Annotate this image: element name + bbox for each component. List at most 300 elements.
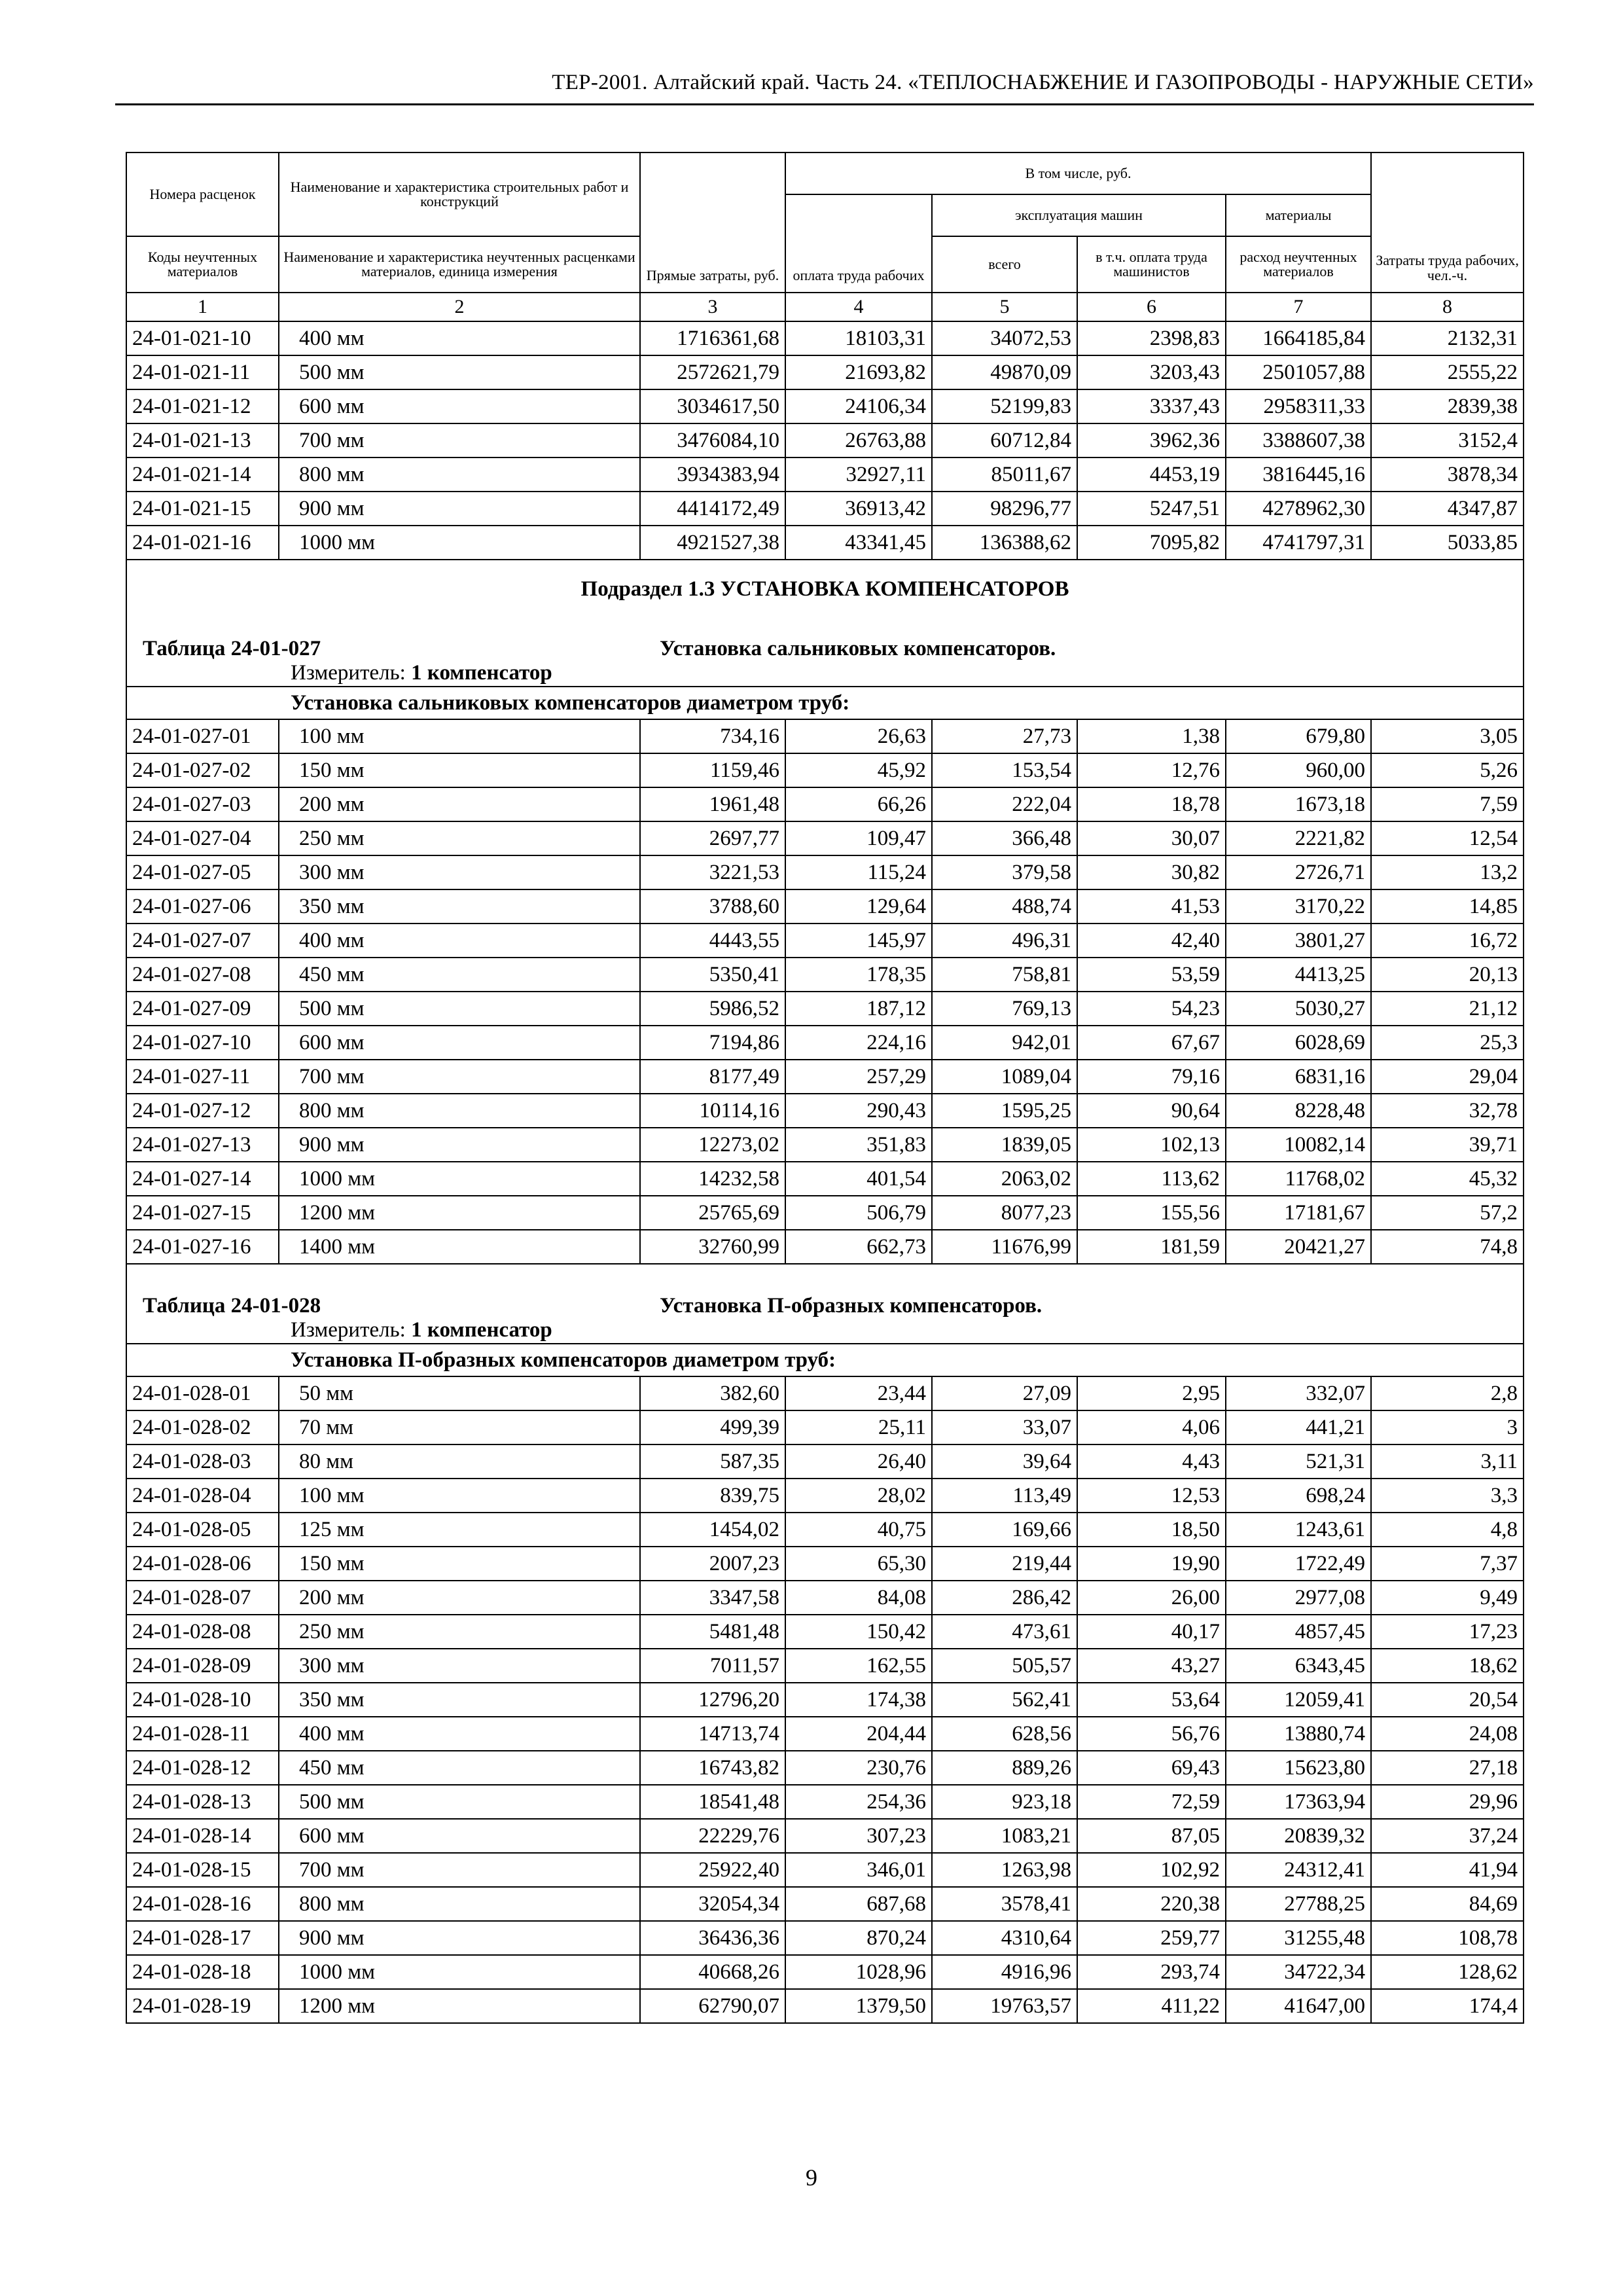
direct-cost-cell: 382,60 (640, 1376, 785, 1410)
direct-cost-cell: 16743,82 (640, 1751, 785, 1785)
wages-cell: 346,01 (785, 1853, 932, 1887)
wages-cell: 506,79 (785, 1196, 932, 1230)
direct-cost-cell: 3476084,10 (640, 423, 785, 457)
rate-name-cell: 900 мм (279, 492, 640, 526)
materials-cell: 6028,69 (1226, 1026, 1371, 1060)
table-row (126, 1887, 1524, 1921)
wages-cell: 115,24 (785, 855, 932, 889)
table-row (126, 753, 1524, 787)
table-row (126, 1196, 1524, 1230)
rate-code-cell: 24-01-027-03 (126, 787, 279, 821)
wages-cell: 145,97 (785, 924, 932, 958)
rate-code-cell: 24-01-028-11 (126, 1717, 279, 1751)
rate-name-cell: 1000 мм (279, 526, 640, 560)
labor-cell: 2,8 (1371, 1376, 1524, 1410)
materials-cell: 3388607,38 (1226, 423, 1371, 457)
rate-code-cell: 24-01-028-16 (126, 1887, 279, 1921)
rate-name-cell: 150 мм (279, 753, 640, 787)
table-028-group: Установка П-образных компенсаторов диаметром труб: (126, 1344, 1524, 1376)
rate-name-cell: 350 мм (279, 1683, 640, 1717)
machinist-wages-cell: 43,27 (1077, 1649, 1226, 1683)
rate-code-cell: 24-01-021-13 (126, 423, 279, 457)
machines-total-cell: 2063,02 (932, 1162, 1077, 1196)
direct-cost-cell: 8177,49 (640, 1060, 785, 1094)
machinist-wages-cell: 40,17 (1077, 1615, 1226, 1649)
wages-cell: 21693,82 (785, 355, 932, 389)
rate-code-cell: 24-01-021-15 (126, 492, 279, 526)
direct-cost-cell: 2007,23 (640, 1547, 785, 1581)
wages-cell: 204,44 (785, 1717, 932, 1751)
wages-cell: 109,47 (785, 821, 932, 855)
rate-name-cell: 70 мм (279, 1410, 640, 1444)
machinist-wages-cell: 67,67 (1077, 1026, 1226, 1060)
meter-value: 1 компенсатор (411, 1318, 552, 1342)
table-row (126, 1683, 1524, 1717)
rate-code-cell: 24-01-028-12 (126, 1751, 279, 1785)
rate-name-cell: 350 мм (279, 889, 640, 924)
rate-name-cell: 300 мм (279, 1649, 640, 1683)
machinist-wages-cell: 54,23 (1077, 992, 1226, 1026)
labor-cell: 41,94 (1371, 1853, 1524, 1887)
machinist-wages-cell: 3203,43 (1077, 355, 1226, 389)
rate-code-cell: 24-01-027-13 (126, 1128, 279, 1162)
direct-cost-cell: 4921527,38 (640, 526, 785, 560)
wages-cell: 257,29 (785, 1060, 932, 1094)
rate-code-cell: 24-01-021-16 (126, 526, 279, 560)
machines-total-cell: 39,64 (932, 1444, 1077, 1479)
table-row (126, 821, 1524, 855)
table-row (126, 389, 1524, 423)
table-027-meter (126, 660, 1524, 687)
col-header-rate-numbers: Номера расценок (126, 152, 279, 236)
table-row (126, 1547, 1524, 1581)
materials-cell: 3170,22 (1226, 889, 1371, 924)
materials-cell: 20421,27 (1226, 1230, 1371, 1264)
table-row (126, 1162, 1524, 1196)
rate-code-cell: 24-01-021-14 (126, 457, 279, 492)
rate-name-cell: 800 мм (279, 1094, 640, 1128)
materials-cell: 1664185,84 (1226, 321, 1371, 355)
table-row (126, 1921, 1524, 1955)
rate-name-cell: 300 мм (279, 855, 640, 889)
materials-cell: 10082,14 (1226, 1128, 1371, 1162)
wages-cell: 36913,42 (785, 492, 932, 526)
rate-code-cell: 24-01-027-06 (126, 889, 279, 924)
machinist-wages-cell: 3962,36 (1077, 423, 1226, 457)
machinist-wages-cell: 4,43 (1077, 1444, 1226, 1479)
rate-code-cell: 24-01-028-05 (126, 1513, 279, 1547)
machines-total-cell: 219,44 (932, 1547, 1077, 1581)
table-row (126, 992, 1524, 1026)
machinist-wages-cell: 12,76 (1077, 753, 1226, 787)
direct-cost-cell: 25922,40 (640, 1853, 785, 1887)
rate-name-cell: 500 мм (279, 1785, 640, 1819)
machines-total-cell: 136388,62 (932, 526, 1077, 560)
machinist-wages-cell: 26,00 (1077, 1581, 1226, 1615)
materials-cell: 4857,45 (1226, 1615, 1371, 1649)
rate-name-cell: 700 мм (279, 1060, 640, 1094)
labor-cell: 84,69 (1371, 1887, 1524, 1921)
labor-cell: 3878,34 (1371, 457, 1524, 492)
wages-cell: 401,54 (785, 1162, 932, 1196)
materials-cell: 15623,80 (1226, 1751, 1371, 1785)
rate-code-cell: 24-01-028-18 (126, 1955, 279, 1989)
wages-cell: 174,38 (785, 1683, 932, 1717)
machines-total-cell: 4310,64 (932, 1921, 1077, 1955)
wages-cell: 224,16 (785, 1026, 932, 1060)
machines-total-cell: 942,01 (932, 1026, 1077, 1060)
rate-name-cell: 400 мм (279, 924, 640, 958)
wages-cell: 40,75 (785, 1513, 932, 1547)
wages-cell: 66,26 (785, 787, 932, 821)
machinist-wages-cell: 4453,19 (1077, 457, 1226, 492)
labor-cell: 20,54 (1371, 1683, 1524, 1717)
labor-cell: 7,59 (1371, 787, 1524, 821)
col-header-unaccounted-name: Наименование и характеристика неучтенных расценками материалов, единица измерения (279, 236, 640, 293)
materials-cell: 2958311,33 (1226, 389, 1371, 423)
table-row (126, 1026, 1524, 1060)
materials-cell: 2501057,88 (1226, 355, 1371, 389)
wages-cell: 1379,50 (785, 1989, 932, 2023)
table-row (126, 958, 1524, 992)
wages-cell: 84,08 (785, 1581, 932, 1615)
labor-cell: 3 (1371, 1410, 1524, 1444)
machinist-wages-cell: 2398,83 (1077, 321, 1226, 355)
labor-cell: 2555,22 (1371, 355, 1524, 389)
direct-cost-cell: 2572621,79 (640, 355, 785, 389)
materials-cell: 20839,32 (1226, 1819, 1371, 1853)
machines-total-cell: 923,18 (932, 1785, 1077, 1819)
machines-total-cell: 11676,99 (932, 1230, 1077, 1264)
machinist-wages-cell: 41,53 (1077, 889, 1226, 924)
rate-name-cell: 1000 мм (279, 1162, 640, 1196)
direct-cost-cell: 3788,60 (640, 889, 785, 924)
labor-cell: 4347,87 (1371, 492, 1524, 526)
direct-cost-cell: 40668,26 (640, 1955, 785, 1989)
table-027-label: Таблица 24-01-027 (143, 637, 321, 660)
col-number: 2 (279, 293, 640, 321)
direct-cost-cell: 18541,48 (640, 1785, 785, 1819)
rate-code-cell: 24-01-028-02 (126, 1410, 279, 1444)
machinist-wages-cell: 56,76 (1077, 1717, 1226, 1751)
table-row (126, 1060, 1524, 1094)
direct-cost-cell: 734,16 (640, 719, 785, 753)
rate-code-cell: 24-01-027-05 (126, 855, 279, 889)
labor-cell: 37,24 (1371, 1819, 1524, 1853)
table-row (126, 321, 1524, 355)
direct-cost-cell: 3347,58 (640, 1581, 785, 1615)
materials-cell: 17181,67 (1226, 1196, 1371, 1230)
table-row (126, 1376, 1524, 1410)
machines-total-cell: 4916,96 (932, 1955, 1077, 1989)
wages-cell: 129,64 (785, 889, 932, 924)
rate-code-cell: 24-01-027-12 (126, 1094, 279, 1128)
col-header-machines-total: всего (932, 236, 1077, 293)
machines-total-cell: 60712,84 (932, 423, 1077, 457)
machinist-wages-cell: 53,64 (1077, 1683, 1226, 1717)
direct-cost-cell: 14713,74 (640, 1717, 785, 1751)
materials-cell: 6343,45 (1226, 1649, 1371, 1683)
materials-cell: 2221,82 (1226, 821, 1371, 855)
col-header-unaccounted-codes: Коды неучтенных материалов (126, 236, 279, 293)
rate-code-cell: 24-01-027-15 (126, 1196, 279, 1230)
top-rows (126, 321, 1524, 560)
wages-cell: 23,44 (785, 1376, 932, 1410)
rate-name-cell: 80 мм (279, 1444, 640, 1479)
machinist-wages-cell: 293,74 (1077, 1955, 1226, 1989)
machinist-wages-cell: 90,64 (1077, 1094, 1226, 1128)
table-row (126, 787, 1524, 821)
wages-cell: 26,63 (785, 719, 932, 753)
col-number: 5 (932, 293, 1077, 321)
labor-cell: 14,85 (1371, 889, 1524, 924)
col-header-machines: эксплуатация машин (932, 194, 1226, 236)
col-header-machinist-wages: в т.ч. оплата труда машинистов (1077, 236, 1226, 293)
materials-cell: 24312,41 (1226, 1853, 1371, 1887)
machinist-wages-cell: 69,43 (1077, 1751, 1226, 1785)
table-row (126, 1717, 1524, 1751)
rate-name-cell: 450 мм (279, 1751, 640, 1785)
rate-code-cell: 24-01-028-08 (126, 1615, 279, 1649)
rate-code-cell: 24-01-028-10 (126, 1683, 279, 1717)
direct-cost-cell: 25765,69 (640, 1196, 785, 1230)
machines-total-cell: 8077,23 (932, 1196, 1077, 1230)
rate-code-cell: 24-01-027-08 (126, 958, 279, 992)
materials-cell: 698,24 (1226, 1479, 1371, 1513)
materials-cell: 1722,49 (1226, 1547, 1371, 1581)
rate-name-cell: 500 мм (279, 992, 640, 1026)
machinist-wages-cell: 4,06 (1077, 1410, 1226, 1444)
machines-total-cell: 19763,57 (932, 1989, 1077, 2023)
direct-cost-cell: 12273,02 (640, 1128, 785, 1162)
direct-cost-cell: 1961,48 (640, 787, 785, 821)
machines-total-cell: 889,26 (932, 1751, 1077, 1785)
rate-name-cell: 450 мм (279, 958, 640, 992)
rate-code-cell: 24-01-027-11 (126, 1060, 279, 1094)
rate-name-cell: 1200 мм (279, 1989, 640, 2023)
materials-cell: 13880,74 (1226, 1717, 1371, 1751)
table-row (126, 1230, 1524, 1264)
rate-code-cell: 24-01-028-07 (126, 1581, 279, 1615)
machines-total-cell: 153,54 (932, 753, 1077, 787)
direct-cost-cell: 499,39 (640, 1410, 785, 1444)
table-028-label: Таблица 24-01-028 (143, 1294, 321, 1317)
rate-code-cell: 24-01-028-13 (126, 1785, 279, 1819)
materials-cell: 1673,18 (1226, 787, 1371, 821)
labor-cell: 13,2 (1371, 855, 1524, 889)
labor-cell: 2132,31 (1371, 321, 1524, 355)
labor-cell: 27,18 (1371, 1751, 1524, 1785)
table-row (126, 1819, 1524, 1853)
labor-cell: 3,11 (1371, 1444, 1524, 1479)
wages-cell: 187,12 (785, 992, 932, 1026)
direct-cost-cell: 3034617,50 (640, 389, 785, 423)
table-028-heading (126, 1282, 1524, 1317)
materials-cell: 34722,34 (1226, 1955, 1371, 1989)
rate-name-cell: 800 мм (279, 1887, 640, 1921)
materials-cell: 4741797,31 (1226, 526, 1371, 560)
rate-name-cell: 400 мм (279, 1717, 640, 1751)
machinist-wages-cell: 259,77 (1077, 1921, 1226, 1955)
rate-name-cell: 1200 мм (279, 1196, 640, 1230)
header-divider (115, 103, 1534, 105)
rate-code-cell: 24-01-027-07 (126, 924, 279, 958)
direct-cost-cell: 14232,58 (640, 1162, 785, 1196)
direct-cost-cell: 4414172,49 (640, 492, 785, 526)
direct-cost-cell: 2697,77 (640, 821, 785, 855)
machinist-wages-cell: 102,92 (1077, 1853, 1226, 1887)
labor-cell: 32,78 (1371, 1094, 1524, 1128)
rates-table (126, 152, 1524, 2024)
machinist-wages-cell: 42,40 (1077, 924, 1226, 958)
direct-cost-cell: 22229,76 (640, 1819, 785, 1853)
rate-code-cell: 24-01-028-03 (126, 1444, 279, 1479)
labor-cell: 29,96 (1371, 1785, 1524, 1819)
materials-cell: 12059,41 (1226, 1683, 1371, 1717)
rate-name-cell: 700 мм (279, 423, 640, 457)
direct-cost-cell: 7011,57 (640, 1649, 785, 1683)
materials-cell: 4413,25 (1226, 958, 1371, 992)
rate-name-cell: 1000 мм (279, 1955, 640, 1989)
machinist-wages-cell: 102,13 (1077, 1128, 1226, 1162)
rate-code-cell: 24-01-021-10 (126, 321, 279, 355)
table-row (126, 1989, 1524, 2023)
rate-code-cell: 24-01-021-11 (126, 355, 279, 389)
table-027-title: Установка сальниковых компенсаторов. (660, 637, 1056, 660)
machines-total-cell: 769,13 (932, 992, 1077, 1026)
direct-cost-cell: 839,75 (640, 1479, 785, 1513)
table-row (126, 1444, 1524, 1479)
table-row (126, 889, 1524, 924)
machines-total-cell: 628,56 (932, 1717, 1077, 1751)
labor-cell: 45,32 (1371, 1162, 1524, 1196)
labor-cell: 2839,38 (1371, 389, 1524, 423)
labor-cell: 39,71 (1371, 1128, 1524, 1162)
table-027-heading (126, 618, 1524, 660)
materials-cell: 679,80 (1226, 719, 1371, 753)
machines-total-cell: 1595,25 (932, 1094, 1077, 1128)
wages-cell: 290,43 (785, 1094, 932, 1128)
col-number: 3 (640, 293, 785, 321)
direct-cost-cell: 3221,53 (640, 855, 785, 889)
table-row (126, 355, 1524, 389)
wages-cell: 351,83 (785, 1128, 932, 1162)
rate-code-cell: 24-01-027-01 (126, 719, 279, 753)
rate-code-cell: 24-01-028-15 (126, 1853, 279, 1887)
rate-name-cell: 400 мм (279, 321, 640, 355)
direct-cost-cell: 5481,48 (640, 1615, 785, 1649)
materials-cell: 521,31 (1226, 1444, 1371, 1479)
rate-code-cell: 24-01-027-16 (126, 1230, 279, 1264)
machinist-wages-cell: 2,95 (1077, 1376, 1226, 1410)
materials-cell: 2726,71 (1226, 855, 1371, 889)
machinist-wages-cell: 181,59 (1077, 1230, 1226, 1264)
rate-code-cell: 24-01-028-09 (126, 1649, 279, 1683)
table-row (126, 526, 1524, 560)
col-number: 4 (785, 293, 932, 321)
direct-cost-cell: 587,35 (640, 1444, 785, 1479)
wages-cell: 28,02 (785, 1479, 932, 1513)
col-header-work-name: Наименование и характеристика строительных работ и конструкций (279, 152, 640, 236)
machines-total-cell: 379,58 (932, 855, 1077, 889)
rate-name-cell: 50 мм (279, 1376, 640, 1410)
col-header-including: В том числе, руб. (785, 152, 1371, 194)
wages-cell: 25,11 (785, 1410, 932, 1444)
col-number: 6 (1077, 293, 1226, 321)
machines-total-cell: 27,73 (932, 719, 1077, 753)
rate-code-cell: 24-01-028-06 (126, 1547, 279, 1581)
machinist-wages-cell: 72,59 (1077, 1785, 1226, 1819)
table-row (126, 1094, 1524, 1128)
machines-total-cell: 505,57 (932, 1649, 1077, 1683)
col-header-wages: оплата труда рабочих (785, 194, 932, 293)
rate-name-cell: 800 мм (279, 457, 640, 492)
direct-cost-cell: 32054,34 (640, 1887, 785, 1921)
labor-cell: 57,2 (1371, 1196, 1524, 1230)
wages-cell: 254,36 (785, 1785, 932, 1819)
labor-cell: 17,23 (1371, 1615, 1524, 1649)
wages-cell: 26,40 (785, 1444, 932, 1479)
wages-cell: 18103,31 (785, 321, 932, 355)
col-header-labor: Затраты труда рабочих, чел.-ч. (1371, 152, 1524, 293)
materials-cell: 6831,16 (1226, 1060, 1371, 1094)
machines-total-cell: 49870,09 (932, 355, 1077, 389)
rate-name-cell: 700 мм (279, 1853, 640, 1887)
rate-name-cell: 250 мм (279, 821, 640, 855)
machines-total-cell: 52199,83 (932, 389, 1077, 423)
labor-cell: 5,26 (1371, 753, 1524, 787)
rate-code-cell: 24-01-027-14 (126, 1162, 279, 1196)
labor-cell: 29,04 (1371, 1060, 1524, 1094)
labor-cell: 20,13 (1371, 958, 1524, 992)
wages-cell: 24106,34 (785, 389, 932, 423)
machines-total-cell: 1089,04 (932, 1060, 1077, 1094)
rate-code-cell: 24-01-027-09 (126, 992, 279, 1026)
machines-total-cell: 562,41 (932, 1683, 1077, 1717)
rate-code-cell: 24-01-028-17 (126, 1921, 279, 1955)
rate-name-cell: 125 мм (279, 1513, 640, 1547)
rate-name-cell: 600 мм (279, 1026, 640, 1060)
machinist-wages-cell: 18,50 (1077, 1513, 1226, 1547)
col-number: 7 (1226, 293, 1371, 321)
materials-cell: 3816445,16 (1226, 457, 1371, 492)
direct-cost-cell: 5986,52 (640, 992, 785, 1026)
table-028-rows (126, 1376, 1524, 2023)
wages-cell: 662,73 (785, 1230, 932, 1264)
table-row (126, 1853, 1524, 1887)
machines-total-cell: 85011,67 (932, 457, 1077, 492)
table-row (126, 1479, 1524, 1513)
table-row (126, 1581, 1524, 1615)
labor-cell: 174,4 (1371, 1989, 1524, 2023)
labor-cell: 4,8 (1371, 1513, 1524, 1547)
rate-code-cell: 24-01-028-04 (126, 1479, 279, 1513)
materials-cell: 27788,25 (1226, 1887, 1371, 1921)
direct-cost-cell: 1159,46 (640, 753, 785, 787)
labor-cell: 18,62 (1371, 1649, 1524, 1683)
labor-cell: 128,62 (1371, 1955, 1524, 1989)
machines-total-cell: 98296,77 (932, 492, 1077, 526)
machines-total-cell: 3578,41 (932, 1887, 1077, 1921)
wages-cell: 32927,11 (785, 457, 932, 492)
materials-cell: 5030,27 (1226, 992, 1371, 1026)
machinist-wages-cell: 12,53 (1077, 1479, 1226, 1513)
wages-cell: 43341,45 (785, 526, 932, 560)
machinist-wages-cell: 7095,82 (1077, 526, 1226, 560)
machinist-wages-cell: 87,05 (1077, 1819, 1226, 1853)
labor-cell: 21,12 (1371, 992, 1524, 1026)
labor-cell: 7,37 (1371, 1547, 1524, 1581)
